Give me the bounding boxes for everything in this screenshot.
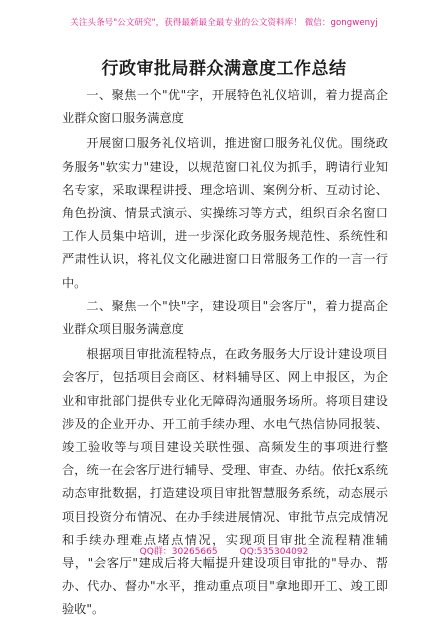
section-1-paragraph: 开展窗口服务礼仪培训，推进窗口服务礼仪优。围绕政务服务"软实力"建设，以规范窗口礼仪为抓手，聘请行业知名专家，采取课程讲授、理念培训、案例分析、互动讨论、角色扮演、情景式演示、实操练习等方式，组织百余名窗口工作人员集中培训，进一步深化政务服务规范性、系统性和严肃性认识，将礼仪文化融进窗口日常服务工作的一言一行中。 xyxy=(62,136,388,290)
section-2-paragraph: 根据项目审批流程特点，在政务服务大厅设计建设项目会客厅，包括项目会商区、材料辅导区、网上申报区，为企业和审批部门提供专业化无障碍沟通服务场所。将项目建设涉及的企业开办、开工前手续办理、水电气热信协同报装、竣工验收等与项目建设关联性强、高频发生的事项进行整合，统一在会客厅进行辅导、受理、审查、办结。依托x系统动态审批数据，打造建设项目审批智慧服务系统，动态展示项目投资分布情况、在办手续进展情况、审批节点完成情况和手续办理难点堵点情况，实现项目审批全流程精准辅导，"会客厅"建成后将大幅提升建设项目审批的"导办、帮办、代办、督办"水平，推动重点项目"拿地即开工、竣工即验收"。 xyxy=(62,347,388,617)
qq-number: QQ:535304092 xyxy=(239,547,309,557)
document-body xyxy=(62,84,388,622)
qq-group-number: QQ群：30265665 xyxy=(139,547,218,557)
document-title: 行政审批局群众满意度工作总结 xyxy=(101,59,347,79)
contact-footer xyxy=(0,544,448,557)
section-1-heading: 一、聚焦一个"优"字，开展特色礼仪培训，着力提高企业群众窗口服务满意度 xyxy=(62,88,388,126)
promo-banner: 关注头条号"公文研究"，获得最新最全最专业的公文资料库！ 微信：gongwenyj xyxy=(70,18,378,28)
section-2-heading: 二、聚焦一个"快"字，建设项目"会客厅"，着力提高企业群众项目服务满意度 xyxy=(62,298,388,337)
